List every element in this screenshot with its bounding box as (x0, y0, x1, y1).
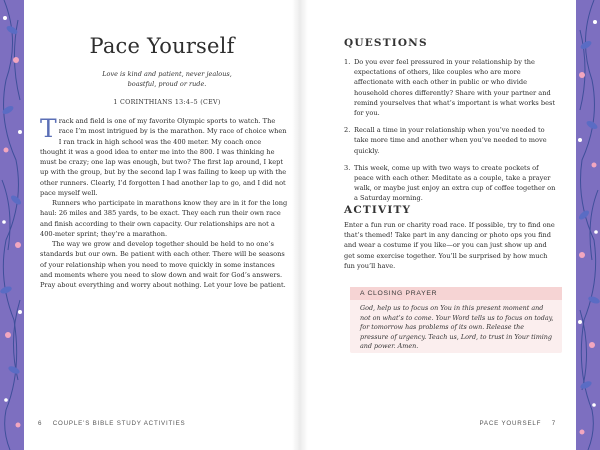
epigraph-line: Love is kind and patient, never jealous, (102, 70, 232, 78)
activity-heading: ACTIVITY (344, 204, 412, 216)
question-number: 3. (344, 163, 351, 172)
floral-border-left (0, 0, 24, 450)
page-number: 6 (38, 420, 43, 427)
epigraph-line: boastful, proud or rude. (127, 80, 207, 88)
right-page (300, 0, 576, 450)
paragraph: The way we grow and develop together should be held to no one’s standards but our own. Be patient with each other. There will be seasons of your relationship when you need to move quickly in some instances and moments where you need to slow down and wait for God’s answers. Pray about everything and worry about nothing. Let your love be patient. (40, 240, 286, 289)
closing-prayer-box (350, 287, 562, 353)
page-number: 7 (551, 420, 556, 427)
floral-border-right (576, 0, 600, 450)
activity-text: Enter a fun run or charity road race. If possible, try to find one that’s themed! Take part in any dancing or photo ops you find and wear a costume if you like—or you can just show up and get some exercise together. You’ll be surprised by how much fun you’ll have. (344, 221, 555, 270)
closing-prayer-heading: A CLOSING PRAYER (350, 287, 562, 300)
question-text: Recall a time in your relationship when you’ve needed to take more time and another when you’ve needed to move quickly. (354, 126, 547, 155)
question-text: Do you ever feel pressured in your relationship by the expectations of others, like couples who are more affectionate with each other in public or who divide household chores differently? Share with your partner and remind yourselves that what’s important is what works best for you. (354, 58, 556, 118)
question-item (344, 57, 558, 118)
devotional-body (40, 116, 288, 290)
closing-prayer-text: God, help us to focus on You in this present moment and not on what’s to come. Your Word tells us to focus on today, for tomorrow has problems of its own. Release the pressure of urgency. Teach us, Lord, to trust in Your timing and power. Amen. (360, 304, 554, 351)
paragraph: Runners who participate in marathons know they are in it for the long haul: 26 miles and 385 yards, to be exact. They each run their own race and finish according to their own capacity. Our relationships are not a 400-meter sprint; they’re a marathon. (40, 199, 288, 238)
question-item (344, 163, 558, 204)
running-footer-right (479, 420, 556, 427)
left-page (24, 0, 300, 450)
scripture-citation: 1 CORINTHIANS 13:4–5 (CEV) (113, 99, 221, 106)
epigraph (46, 69, 288, 89)
floral-pattern-icon (0, 0, 24, 450)
running-footer-left (38, 420, 185, 427)
chapter-title: PACE YOURSELF (479, 420, 542, 427)
paragraph: rack and field is one of my favorite Olympic sports to watch. The race I’m most intrigued by is the marathon. My race of choice when I ran track in high school was the 400 meter. My coach once thought it was a good idea to enter me into the 800. I was thinking he must be crazy; one lap was enough, but two? The first lap around, I kept up with the group, but by the second lap I was failing to keep up with the other runners. Clearly, I’d forgotten I had another lap to go, and I did not pace myself well. (40, 117, 287, 197)
questions-heading: QUESTIONS (344, 37, 428, 49)
question-text: This week, come up with two ways to create pockets of peace with each other. Meditate as a couple, take a prayer walk, or maybe just enjoy an extra cup of coffee together on a Saturday morning. (354, 163, 556, 203)
page-title: Pace Yourself (89, 34, 235, 58)
question-number: 2. (344, 126, 351, 135)
book-title: COUPLE’S BIBLE STUDY ACTIVITIES (52, 420, 186, 427)
floral-pattern-icon (576, 0, 600, 450)
drop-cap: T (40, 114, 57, 143)
book-gutter (292, 0, 308, 450)
questions-list (344, 57, 558, 211)
question-number: 1. (344, 58, 351, 66)
question-item (344, 125, 558, 156)
